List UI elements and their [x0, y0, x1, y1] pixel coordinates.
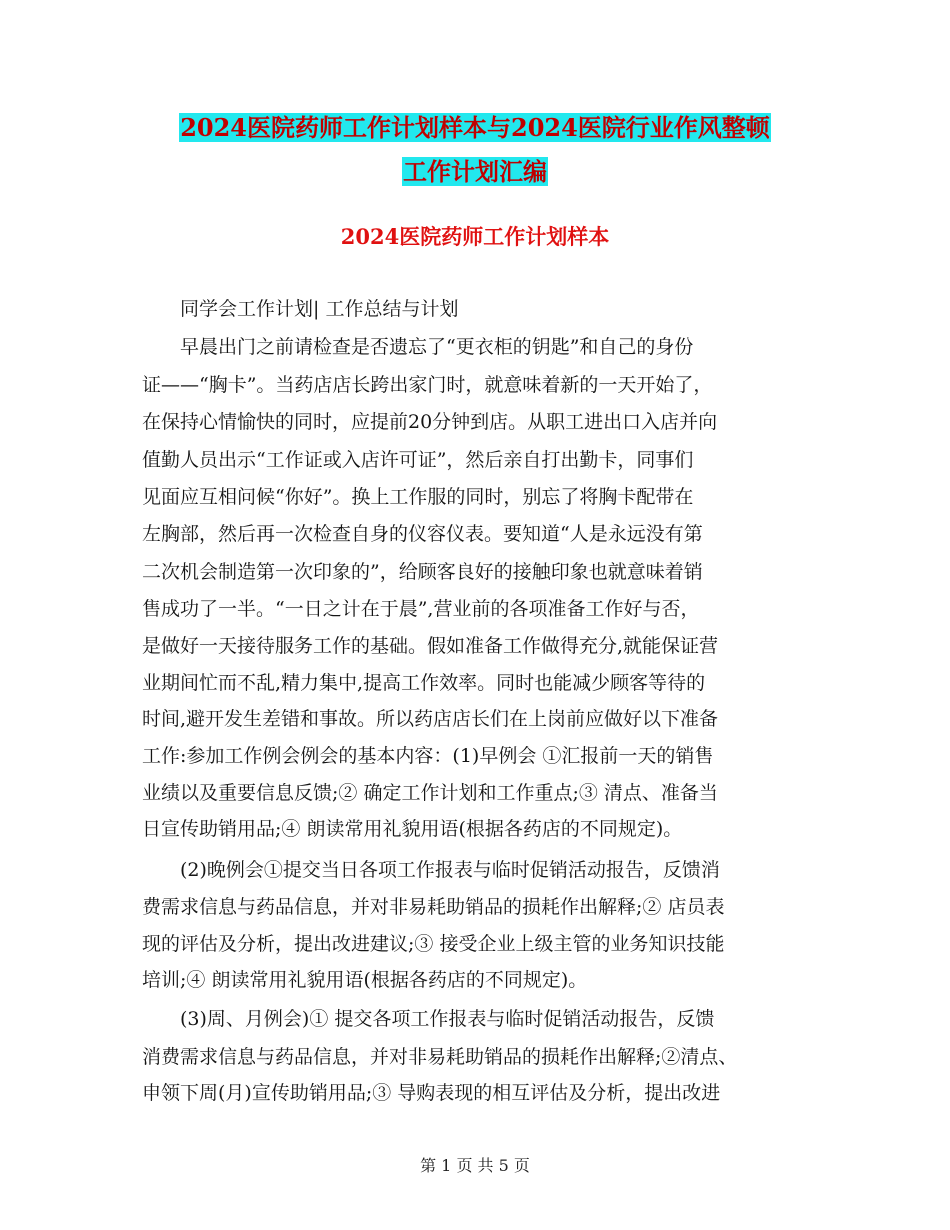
body-line: 早晨出门之前请检查是否遗忘了“更衣柜的钥匙”和自己的身份 [180, 336, 694, 358]
body-line: 申领下周(月)宣传助销用品;③ 导购表现的相互评估及分析，提出改进 [142, 1082, 721, 1104]
document-title-line-1 [0, 113, 950, 143]
body-line: 售成功了一半。“一日之计在于晨”,营业前的各项准备工作好与否， [142, 598, 700, 620]
body-line: 值勤人员出示“工作证或入店许可证”，然后亲自打出勤卡，同事们 [142, 449, 694, 471]
body-line: 消费需求信息与药品信息，并对非易耗助销品的损耗作出解释;②清点、 [142, 1046, 738, 1068]
body-line: 时间,避开发生差错和事故。所以药店店长们在上岗前应做好以下准备 [142, 708, 719, 730]
body-line: 业期间忙而不乱,精力集中,提高工作效率。同时也能减少顾客等待的 [142, 672, 706, 694]
body-line: 业绩以及重要信息反馈;② 确定工作计划和工作重点;③ 清点、准备当 [142, 782, 718, 804]
body-line: 现的评估及分析，提出改进建议;③ 接受企业上级主管的业务知识技能 [142, 933, 725, 955]
body-line: 证——“胸卡”。当药店店长跨出家门时，就意味着新的一天开始了， [142, 374, 713, 396]
body-line: 左胸部，然后再一次检查自身的仪容仪表。要知道“人是永远没有第 [142, 523, 703, 545]
body-line: 工作:参加工作例会例会的基本内容：(1)早例会 ①汇报前一天的销售 [142, 745, 714, 767]
body-line: 在保持心情愉快的同时，应提前20分钟到店。从职工进出口入店并向 [142, 411, 718, 433]
body-line: 日宣传助销用品;④ 朗读常用礼貌用语(根据各药店的不同规定)。 [142, 818, 683, 840]
section-title: 2024医院药师工作计划样本 [340, 224, 610, 249]
document-title-line-2 [0, 157, 950, 187]
highlighted-title-text-1: 2024医院药师工作计划样本与2024医院行业作风整顿 [180, 113, 770, 142]
body-line: (3)周、月例会)① 提交各项工作报表与临时促销活动报告，反馈 [180, 1008, 715, 1030]
body-line: 是做好一天接待服务工作的基础。假如准备工作做得充分,就能保证营 [142, 635, 719, 657]
body-line: 同学会工作计划| 工作总结与计划 [180, 298, 459, 320]
page-number-footer: 第 1 页 共 5 页 [420, 1156, 530, 1175]
highlighted-title-text-2: 工作计划汇编 [403, 157, 547, 186]
body-line: 培训;④ 朗读常用礼貌用语(根据各药店的不同规定)。 [142, 969, 588, 991]
body-line: 见面应互相问候“你好”。换上工作服的同时，别忘了将胸卡配带在 [142, 486, 694, 508]
body-line: (2)晚例会①提交当日各项工作报表与临时促销活动报告，反馈消 [180, 859, 720, 881]
body-line: 费需求信息与药品信息，并对非易耗助销品的损耗作出解释;② 店员表 [142, 896, 725, 918]
body-line: 二次机会制造第一次印象的”，给顾客良好的接触印象也就意味着销 [142, 561, 703, 583]
